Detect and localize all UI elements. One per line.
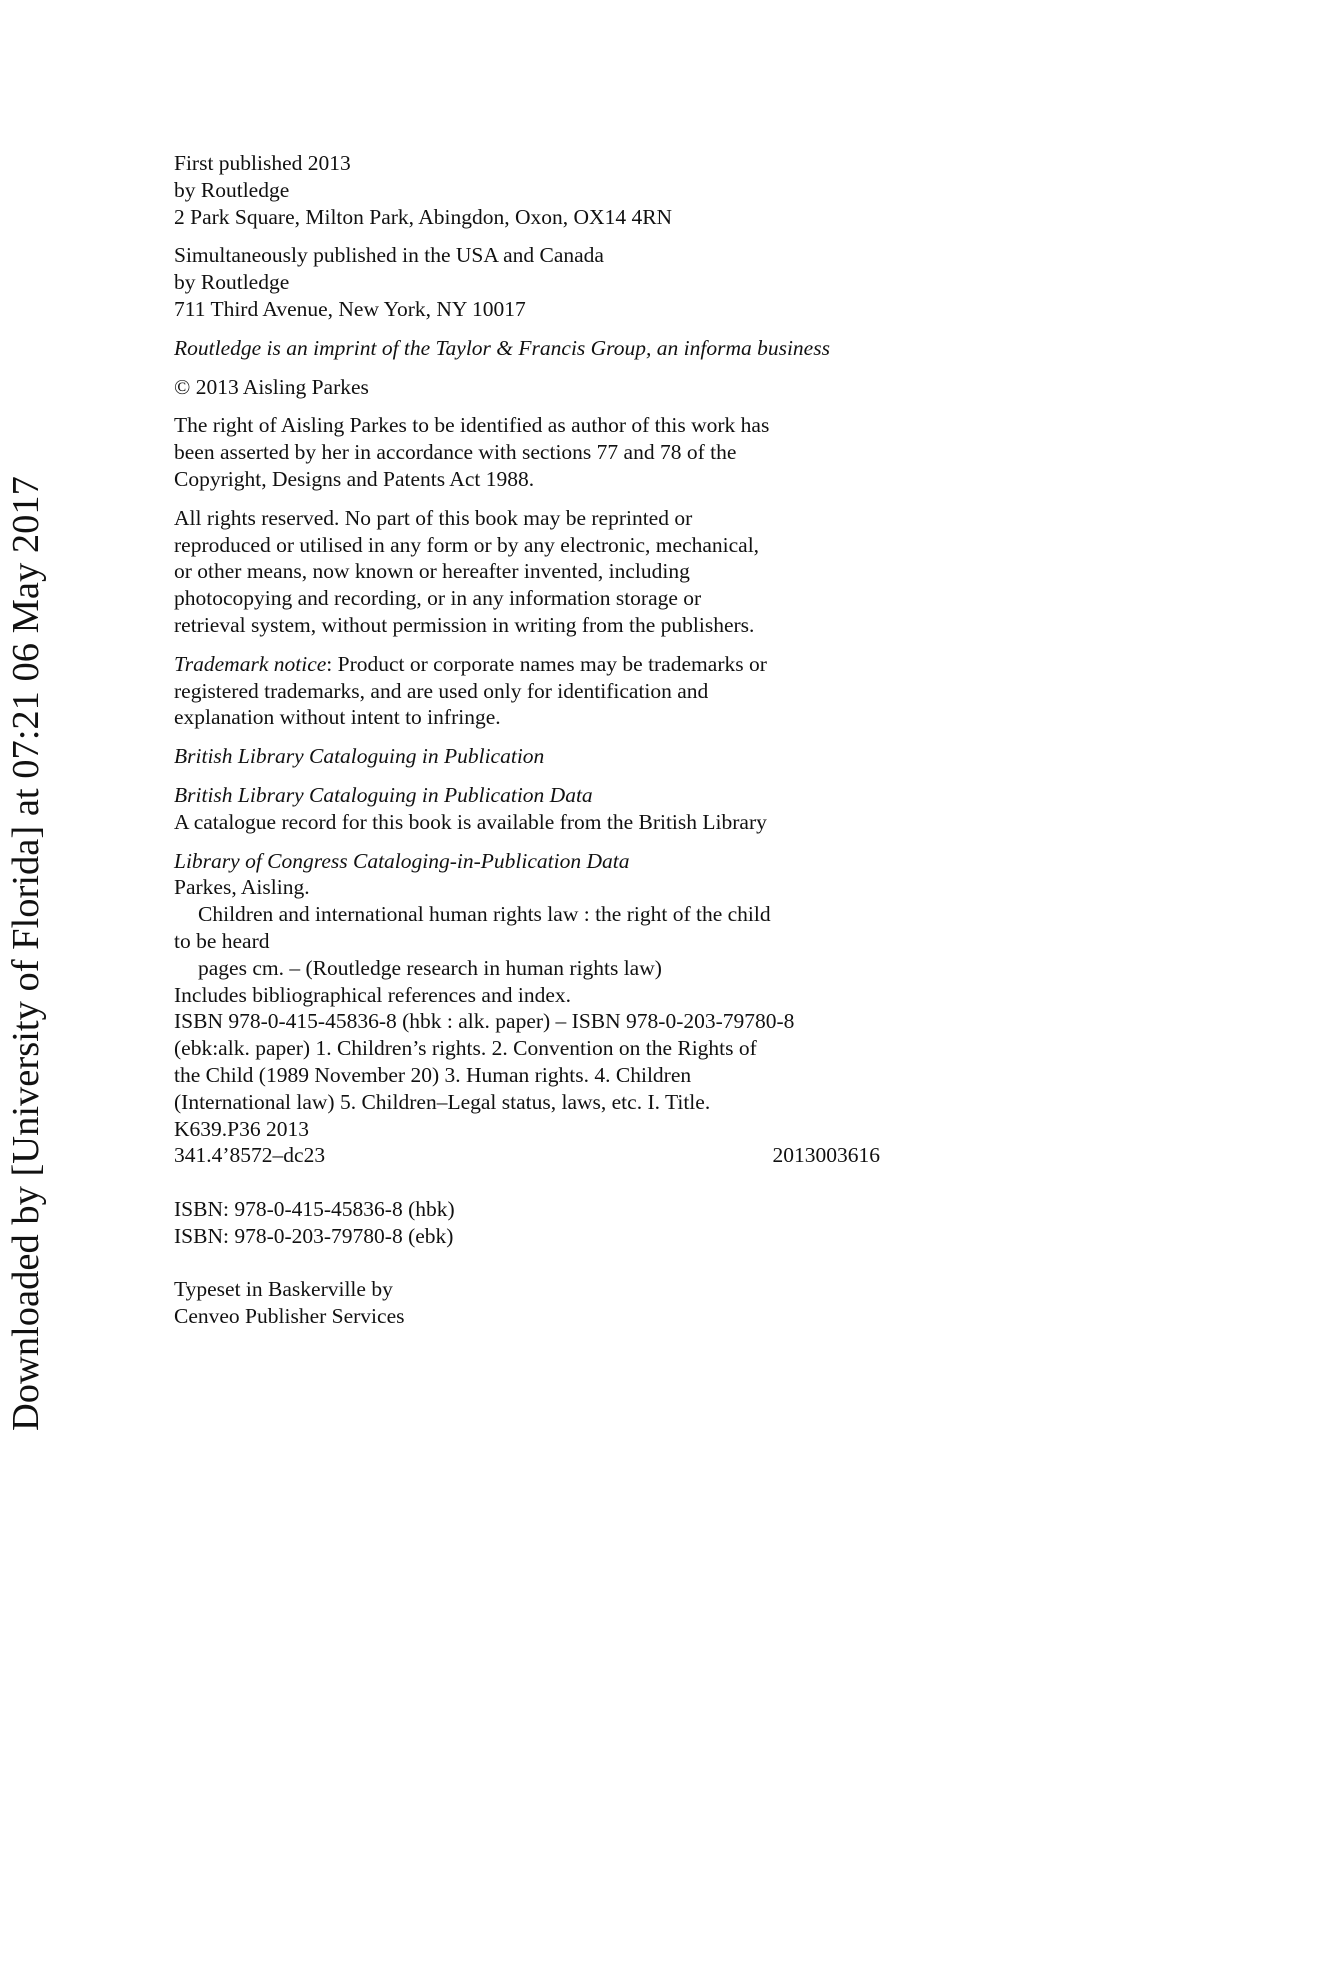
all-rights-line: photocopying and recording, or in any information storage or: [174, 586, 702, 611]
trademark-label: Trademark notice: [174, 651, 327, 676]
bl-cip-data-text: A catalogue record for this book is available from the British Library: [174, 809, 767, 834]
all-rights-line: All rights reserved. No part of this book may be reprinted or: [174, 505, 693, 530]
bl-cip-heading: British Library Cataloguing in Publication: [174, 744, 545, 769]
imprint-line: Routledge is an imprint of the Taylor & Francis Group, an informa business: [174, 335, 830, 360]
loc-cip-line: Includes bibliographical references and index.: [174, 982, 571, 1007]
trademark-line: registered trademarks, and are used only for identification and: [174, 678, 709, 703]
bl-cip-data-block: [174, 782, 880, 836]
lccn-number: 2013003616: [772, 1143, 880, 1168]
copyright-notice: [174, 374, 880, 401]
bl-cip-data-heading: British Library Cataloguing in Publication Data: [174, 782, 593, 807]
all-rights-line: reproduced or utilised in any form or by any electronic, mechanical,: [174, 532, 760, 557]
moral-rights-line: Copyright, Designs and Patents Act 1988.: [174, 466, 535, 491]
download-watermark: Downloaded by [University of Florida] at 07:21 06 May 2017: [5, 476, 47, 1431]
typesetter-name: Cenveo Publisher Services: [174, 1304, 405, 1329]
trademark-line: explanation without intent to infringe.: [174, 705, 501, 730]
publisher-name-us: by Routledge: [174, 270, 290, 295]
loc-author: Parkes, Aisling.: [174, 875, 310, 900]
dewey-classification: 341.4’8572–dc23: [174, 1143, 326, 1168]
publisher-uk-block: [174, 150, 880, 230]
trademark-block: [174, 651, 880, 731]
typeset-line: Typeset in Baskerville by: [174, 1277, 393, 1302]
moral-rights-line: The right of Aisling Parkes to be identified as author of this work has: [174, 413, 770, 438]
all-rights-line: retrieval system, without permission in writing from the publishers.: [174, 612, 755, 637]
isbn-hbk: ISBN: 978-0-415-45836-8 (hbk): [174, 1196, 455, 1221]
copyright-line: © 2013 Aisling Parkes: [174, 374, 369, 399]
imprint-statement: [174, 335, 880, 362]
classification-row: [174, 1142, 880, 1169]
trademark-text: : Product or corporate names may be trademarks or: [326, 651, 767, 676]
loc-title-line: Children and international human rights law : the right of the child: [198, 902, 771, 927]
loc-call-number: K639.P36 2013: [174, 1116, 309, 1141]
bl-cip-heading-block: [174, 743, 880, 770]
isbn-ebk: ISBN: 978-0-203-79780-8 (ebk): [174, 1223, 454, 1248]
loc-cip-line: ISBN 978-0-415-45836-8 (hbk : alk. paper) – ISBN 978-0-203-79780-8: [174, 1009, 795, 1034]
all-rights-block: [174, 505, 880, 639]
loc-cip-heading: Library of Congress Cataloging-in-Publication Data: [174, 848, 630, 873]
loc-cip-line: (International law) 5. Children–Legal status, laws, etc. I. Title.: [174, 1089, 711, 1114]
typeset-block: [174, 1276, 880, 1330]
publisher-address-uk: 2 Park Square, Milton Park, Abingdon, Oxon, OX14 4RN: [174, 204, 673, 229]
loc-cip-block: [174, 848, 880, 1170]
copyright-page: [174, 150, 880, 1342]
moral-rights-block: [174, 412, 880, 492]
first-published-line: First published 2013: [174, 151, 351, 175]
simultaneous-publication-line: Simultaneously published in the USA and Canada: [174, 243, 604, 268]
publisher-us-block: [174, 242, 880, 322]
loc-cip-line: the Child (1989 November 20) 3. Human rights. 4. Children: [174, 1062, 692, 1087]
trademark-first-line: [174, 651, 880, 678]
loc-series-line: pages cm. – (Routledge research in human rights law): [198, 955, 662, 980]
loc-cip-line: (ebk:alk. paper) 1. Children’s rights. 2. Convention on the Rights of: [174, 1036, 757, 1061]
isbn-block: [174, 1196, 880, 1250]
publisher-address-us: 711 Third Avenue, New York, NY 10017: [174, 296, 526, 321]
publisher-name: by Routledge: [174, 177, 290, 202]
loc-title-line: to be heard: [174, 928, 270, 953]
moral-rights-line: been asserted by her in accordance with sections 77 and 78 of the: [174, 440, 737, 465]
all-rights-line: or other means, now known or hereafter invented, including: [174, 559, 690, 584]
